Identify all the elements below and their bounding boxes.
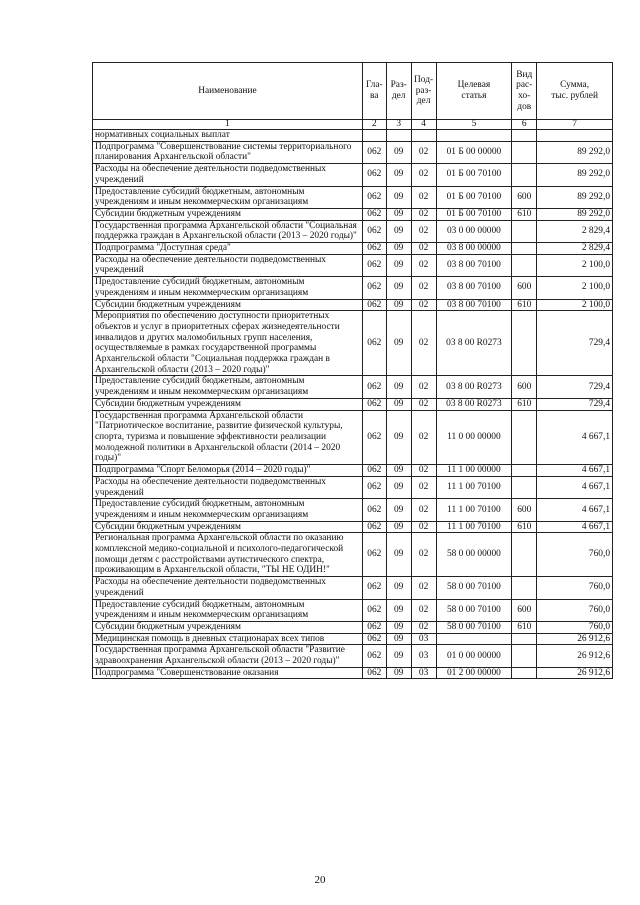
row-statya-cell: 11 1 00 70100 — [436, 476, 512, 498]
row-razdel-cell: 09 — [386, 521, 411, 533]
header-razdel: Раз- дел — [386, 63, 411, 120]
row-glava-cell: 062 — [362, 398, 386, 410]
col-number: 6 — [512, 120, 537, 130]
row-summa-cell: 89 292,0 — [537, 186, 613, 208]
row-razdel-cell: 09 — [386, 299, 411, 311]
row-razdel-cell: 09 — [386, 533, 411, 577]
table-row — [93, 164, 613, 186]
table-row — [93, 499, 613, 521]
row-statya-cell: 03 8 00 R0273 — [436, 398, 512, 410]
row-name-cell: Субсидии бюджетным учреждениям — [93, 299, 363, 311]
row-vid-cell — [512, 410, 537, 465]
row-glava-cell: 062 — [362, 254, 386, 276]
table-row — [93, 376, 613, 398]
table-row — [93, 521, 613, 533]
row-glava-cell: 062 — [362, 499, 386, 521]
table-body — [93, 130, 613, 679]
row-vid-cell — [512, 141, 537, 163]
row-name-cell: Субсидии бюджетным учреждениям — [93, 621, 363, 633]
row-glava-cell: 062 — [362, 376, 386, 398]
row-vid-cell — [512, 645, 537, 667]
row-statya-cell: 01 0 00 00000 — [436, 645, 512, 667]
row-vid-cell — [512, 476, 537, 498]
row-razdel-cell: 09 — [386, 164, 411, 186]
row-razdel-cell: 09 — [386, 645, 411, 667]
row-podrazdel-cell: 02 — [411, 243, 436, 255]
row-podrazdel-cell: 02 — [411, 499, 436, 521]
row-vid-cell: 600 — [512, 277, 537, 299]
row-statya-cell: 03 8 00 R0273 — [436, 376, 512, 398]
row-podrazdel-cell: 02 — [411, 186, 436, 208]
row-summa-cell: 760,0 — [537, 599, 613, 621]
row-name-cell: Медицинская помощь в дневных стационарах всех типов — [93, 633, 363, 645]
table-row — [93, 645, 613, 667]
table-row — [93, 599, 613, 621]
row-statya-cell: 03 8 00 70100 — [436, 299, 512, 311]
row-name-cell: нормативных социальных выплат — [93, 130, 363, 142]
row-name-cell: Предоставление субсидий бюджетным, автономным учреждениям и иным некоммерческим организациям — [93, 599, 363, 621]
row-statya-cell: 58 0 00 70100 — [436, 599, 512, 621]
row-statya-cell: 03 8 00 00000 — [436, 243, 512, 255]
row-razdel-cell: 09 — [386, 577, 411, 599]
row-name-cell: Субсидии бюджетным учреждениям — [93, 208, 363, 220]
row-summa-cell: 760,0 — [537, 577, 613, 599]
header-glava: Гла- ва — [362, 63, 386, 120]
table-row — [93, 299, 613, 311]
table-row — [93, 254, 613, 276]
row-summa-cell — [537, 130, 613, 142]
row-statya-cell: 01 Б 00 70100 — [436, 186, 512, 208]
row-name-cell: Подпрограмма "Совершенствование системы территориального планирования Архангельской области" — [93, 141, 363, 163]
row-glava-cell: 062 — [362, 164, 386, 186]
row-statya-cell: 03 8 00 70100 — [436, 254, 512, 276]
row-vid-cell — [512, 254, 537, 276]
table-row — [93, 277, 613, 299]
row-statya-cell: 58 0 00 00000 — [436, 533, 512, 577]
row-summa-cell: 729,4 — [537, 398, 613, 410]
row-glava-cell: 062 — [362, 645, 386, 667]
row-vid-cell: 600 — [512, 376, 537, 398]
row-podrazdel-cell: 02 — [411, 376, 436, 398]
row-glava-cell: 062 — [362, 667, 386, 679]
row-vid-cell — [512, 633, 537, 645]
row-summa-cell: 760,0 — [537, 621, 613, 633]
row-podrazdel-cell: 02 — [411, 621, 436, 633]
row-vid-cell: 610 — [512, 208, 537, 220]
row-statya-cell: 01 Б 00 70100 — [436, 208, 512, 220]
row-vid-cell — [512, 577, 537, 599]
row-summa-cell: 729,4 — [537, 311, 613, 376]
row-name-cell: Государственная программа Архангельской области "Развитие здравоохранения Архангельской области (2013 – 2020 годы)" — [93, 645, 363, 667]
row-razdel-cell: 09 — [386, 633, 411, 645]
row-razdel-cell: 09 — [386, 208, 411, 220]
row-summa-cell: 26 912,6 — [537, 667, 613, 679]
row-glava-cell: 062 — [362, 311, 386, 376]
row-vid-cell — [512, 164, 537, 186]
row-glava-cell: 062 — [362, 220, 386, 242]
table-row — [93, 186, 613, 208]
row-statya-cell: 11 1 00 70100 — [436, 521, 512, 533]
row-summa-cell: 2 829,4 — [537, 220, 613, 242]
row-vid-cell: 600 — [512, 499, 537, 521]
row-vid-cell — [512, 533, 537, 577]
row-glava-cell: 062 — [362, 521, 386, 533]
row-name-cell: Расходы на обеспечение деятельности подведомственных учреждений — [93, 476, 363, 498]
row-summa-cell: 4 667,1 — [537, 465, 613, 477]
row-vid-cell: 600 — [512, 599, 537, 621]
row-razdel-cell: 09 — [386, 277, 411, 299]
row-glava-cell: 062 — [362, 577, 386, 599]
row-podrazdel-cell: 03 — [411, 667, 436, 679]
row-razdel-cell: 09 — [386, 465, 411, 477]
row-statya-cell: 01 Б 00 00000 — [436, 141, 512, 163]
header-podrazdel: Под- раз- дел — [411, 63, 436, 120]
row-statya-cell — [436, 130, 512, 142]
row-summa-cell: 2 100,0 — [537, 299, 613, 311]
table-row — [93, 410, 613, 465]
row-statya-cell: 03 8 00 R0273 — [436, 311, 512, 376]
row-podrazdel-cell: 02 — [411, 599, 436, 621]
row-name-cell: Расходы на обеспечение деятельности подведомственных учреждений — [93, 577, 363, 599]
table-row — [93, 141, 613, 163]
row-podrazdel-cell: 02 — [411, 299, 436, 311]
row-name-cell: Мероприятия по обеспечению доступности приоритетных объектов и услуг в приоритетных сферах жизнедеятельности инвалидов и других маломобильных групп населения, осуществляемые в рамках государственной программы Архангельской области "Социальная поддержка граждан в Архангельской области (2013 – 2020 годы)" — [93, 311, 363, 376]
row-statya-cell: 58 0 00 70100 — [436, 621, 512, 633]
col-number: 2 — [362, 120, 386, 130]
header-summa: Сумма, тыс. рублей — [537, 63, 613, 120]
row-summa-cell: 729,4 — [537, 376, 613, 398]
row-razdel-cell: 09 — [386, 141, 411, 163]
row-podrazdel-cell: 02 — [411, 311, 436, 376]
header-name: Наименование — [93, 63, 363, 120]
row-razdel-cell: 09 — [386, 398, 411, 410]
row-razdel-cell: 09 — [386, 476, 411, 498]
row-glava-cell: 062 — [362, 277, 386, 299]
row-statya-cell: 01 2 00 00000 — [436, 667, 512, 679]
row-podrazdel-cell: 03 — [411, 633, 436, 645]
row-razdel-cell: 09 — [386, 621, 411, 633]
row-name-cell: Предоставление субсидий бюджетным, автономным учреждениям и иным некоммерческим организациям — [93, 376, 363, 398]
row-podrazdel-cell: 02 — [411, 577, 436, 599]
row-podrazdel-cell: 02 — [411, 398, 436, 410]
row-name-cell: Расходы на обеспечение деятельности подведомственных учреждений — [93, 164, 363, 186]
row-glava-cell: 062 — [362, 633, 386, 645]
row-razdel-cell — [386, 130, 411, 142]
row-podrazdel-cell — [411, 130, 436, 142]
row-summa-cell: 89 292,0 — [537, 208, 613, 220]
row-razdel-cell: 09 — [386, 243, 411, 255]
row-name-cell: Подпрограмма "Совершенствование оказания — [93, 667, 363, 679]
table-row — [93, 633, 613, 645]
table-row — [93, 621, 613, 633]
col-number: 3 — [386, 120, 411, 130]
row-vid-cell — [512, 465, 537, 477]
row-razdel-cell: 09 — [386, 410, 411, 465]
row-podrazdel-cell: 02 — [411, 465, 436, 477]
row-podrazdel-cell: 02 — [411, 164, 436, 186]
row-summa-cell: 4 667,1 — [537, 499, 613, 521]
row-vid-cell — [512, 220, 537, 242]
row-razdel-cell: 09 — [386, 499, 411, 521]
row-podrazdel-cell: 03 — [411, 645, 436, 667]
row-glava-cell: 062 — [362, 208, 386, 220]
row-name-cell: Государственная программа Архангельской области "Социальная поддержка граждан в Архангельской области (2013 – 2020 годы)" — [93, 220, 363, 242]
row-statya-cell: 01 Б 00 70100 — [436, 164, 512, 186]
row-podrazdel-cell: 02 — [411, 141, 436, 163]
row-glava-cell: 062 — [362, 141, 386, 163]
table-row — [93, 476, 613, 498]
row-glava-cell: 062 — [362, 533, 386, 577]
row-name-cell: Субсидии бюджетным учреждениям — [93, 521, 363, 533]
row-vid-cell — [512, 667, 537, 679]
row-name-cell: Региональная программа Архангельской области по оказанию комплексной медико-социальной и психолого-педагогической помощи детям с расстройствами аутистического спектра, проживающим в Архангельской области, "ТЫ НЕ ОДИН!" — [93, 533, 363, 577]
row-razdel-cell: 09 — [386, 376, 411, 398]
row-summa-cell: 89 292,0 — [537, 164, 613, 186]
row-podrazdel-cell: 02 — [411, 476, 436, 498]
row-razdel-cell: 09 — [386, 311, 411, 376]
row-glava-cell: 062 — [362, 410, 386, 465]
table-row — [93, 311, 613, 376]
table-row — [93, 533, 613, 577]
row-summa-cell: 4 667,1 — [537, 521, 613, 533]
row-razdel-cell: 09 — [386, 186, 411, 208]
row-podrazdel-cell: 02 — [411, 208, 436, 220]
row-vid-cell — [512, 311, 537, 376]
col-number: 1 — [93, 120, 363, 130]
row-statya-cell — [436, 633, 512, 645]
header-vid: Вид рас- хо- дов — [512, 63, 537, 120]
col-number: 4 — [411, 120, 436, 130]
row-vid-cell: 610 — [512, 398, 537, 410]
row-name-cell: Подпрограмма "Спорт Беломорья (2014 – 2020 годы)" — [93, 465, 363, 477]
row-summa-cell: 89 292,0 — [537, 141, 613, 163]
budget-table — [92, 62, 613, 679]
row-name-cell: Субсидии бюджетным учреждениям — [93, 398, 363, 410]
row-vid-cell: 610 — [512, 299, 537, 311]
row-glava-cell: 062 — [362, 243, 386, 255]
row-summa-cell: 2 829,4 — [537, 243, 613, 255]
row-podrazdel-cell: 02 — [411, 254, 436, 276]
row-statya-cell: 03 8 00 70100 — [436, 277, 512, 299]
table-row — [93, 220, 613, 242]
row-glava-cell — [362, 130, 386, 142]
row-name-cell: Расходы на обеспечение деятельности подведомственных учреждений — [93, 254, 363, 276]
table-row — [93, 465, 613, 477]
row-statya-cell: 03 0 00 00000 — [436, 220, 512, 242]
table-row — [93, 667, 613, 679]
col-number: 7 — [537, 120, 613, 130]
row-summa-cell: 4 667,1 — [537, 410, 613, 465]
row-podrazdel-cell: 02 — [411, 410, 436, 465]
row-summa-cell: 4 667,1 — [537, 476, 613, 498]
row-name-cell: Государственная программа Архангельской области "Патриотическое воспитание, развитие физической культуры, спорта, туризма и повышение эффективности реализации молодежной политики в Архангельской области (2014 – 2020 годы)" — [93, 410, 363, 465]
row-podrazdel-cell: 02 — [411, 277, 436, 299]
row-vid-cell — [512, 130, 537, 142]
table-row — [93, 398, 613, 410]
row-razdel-cell: 09 — [386, 254, 411, 276]
row-glava-cell: 062 — [362, 465, 386, 477]
row-vid-cell: 610 — [512, 621, 537, 633]
row-summa-cell: 2 100,0 — [537, 254, 613, 276]
row-glava-cell: 062 — [362, 621, 386, 633]
row-glava-cell: 062 — [362, 299, 386, 311]
row-glava-cell: 062 — [362, 476, 386, 498]
row-vid-cell: 610 — [512, 521, 537, 533]
row-glava-cell: 062 — [362, 186, 386, 208]
row-name-cell: Предоставление субсидий бюджетным, автономным учреждениям и иным некоммерческим организациям — [93, 186, 363, 208]
row-summa-cell: 26 912,6 — [537, 645, 613, 667]
table-header-row — [93, 63, 613, 120]
page-number: 20 — [314, 874, 326, 886]
table-row — [93, 243, 613, 255]
row-summa-cell: 760,0 — [537, 533, 613, 577]
row-summa-cell: 26 912,6 — [537, 633, 613, 645]
row-name-cell: Предоставление субсидий бюджетным, автономным учреждениям и иным некоммерческим организациям — [93, 277, 363, 299]
table-row — [93, 130, 613, 142]
row-podrazdel-cell: 02 — [411, 521, 436, 533]
table-row — [93, 208, 613, 220]
row-vid-cell — [512, 243, 537, 255]
row-razdel-cell: 09 — [386, 220, 411, 242]
row-statya-cell: 11 1 00 00000 — [436, 465, 512, 477]
column-number-row — [93, 120, 613, 130]
row-name-cell: Подпрограмма "Доступная среда" — [93, 243, 363, 255]
row-razdel-cell: 09 — [386, 667, 411, 679]
table-row — [93, 577, 613, 599]
row-razdel-cell: 09 — [386, 599, 411, 621]
row-glava-cell: 062 — [362, 599, 386, 621]
header-statya: Целевая статья — [436, 63, 512, 120]
row-podrazdel-cell: 02 — [411, 533, 436, 577]
row-statya-cell: 11 1 00 70100 — [436, 499, 512, 521]
row-podrazdel-cell: 02 — [411, 220, 436, 242]
row-name-cell: Предоставление субсидий бюджетным, автономным учреждениям и иным некоммерческим организациям — [93, 499, 363, 521]
row-statya-cell: 11 0 00 00000 — [436, 410, 512, 465]
row-statya-cell: 58 0 00 70100 — [436, 577, 512, 599]
col-number: 5 — [436, 120, 512, 130]
row-summa-cell: 2 100,0 — [537, 277, 613, 299]
row-vid-cell: 600 — [512, 186, 537, 208]
